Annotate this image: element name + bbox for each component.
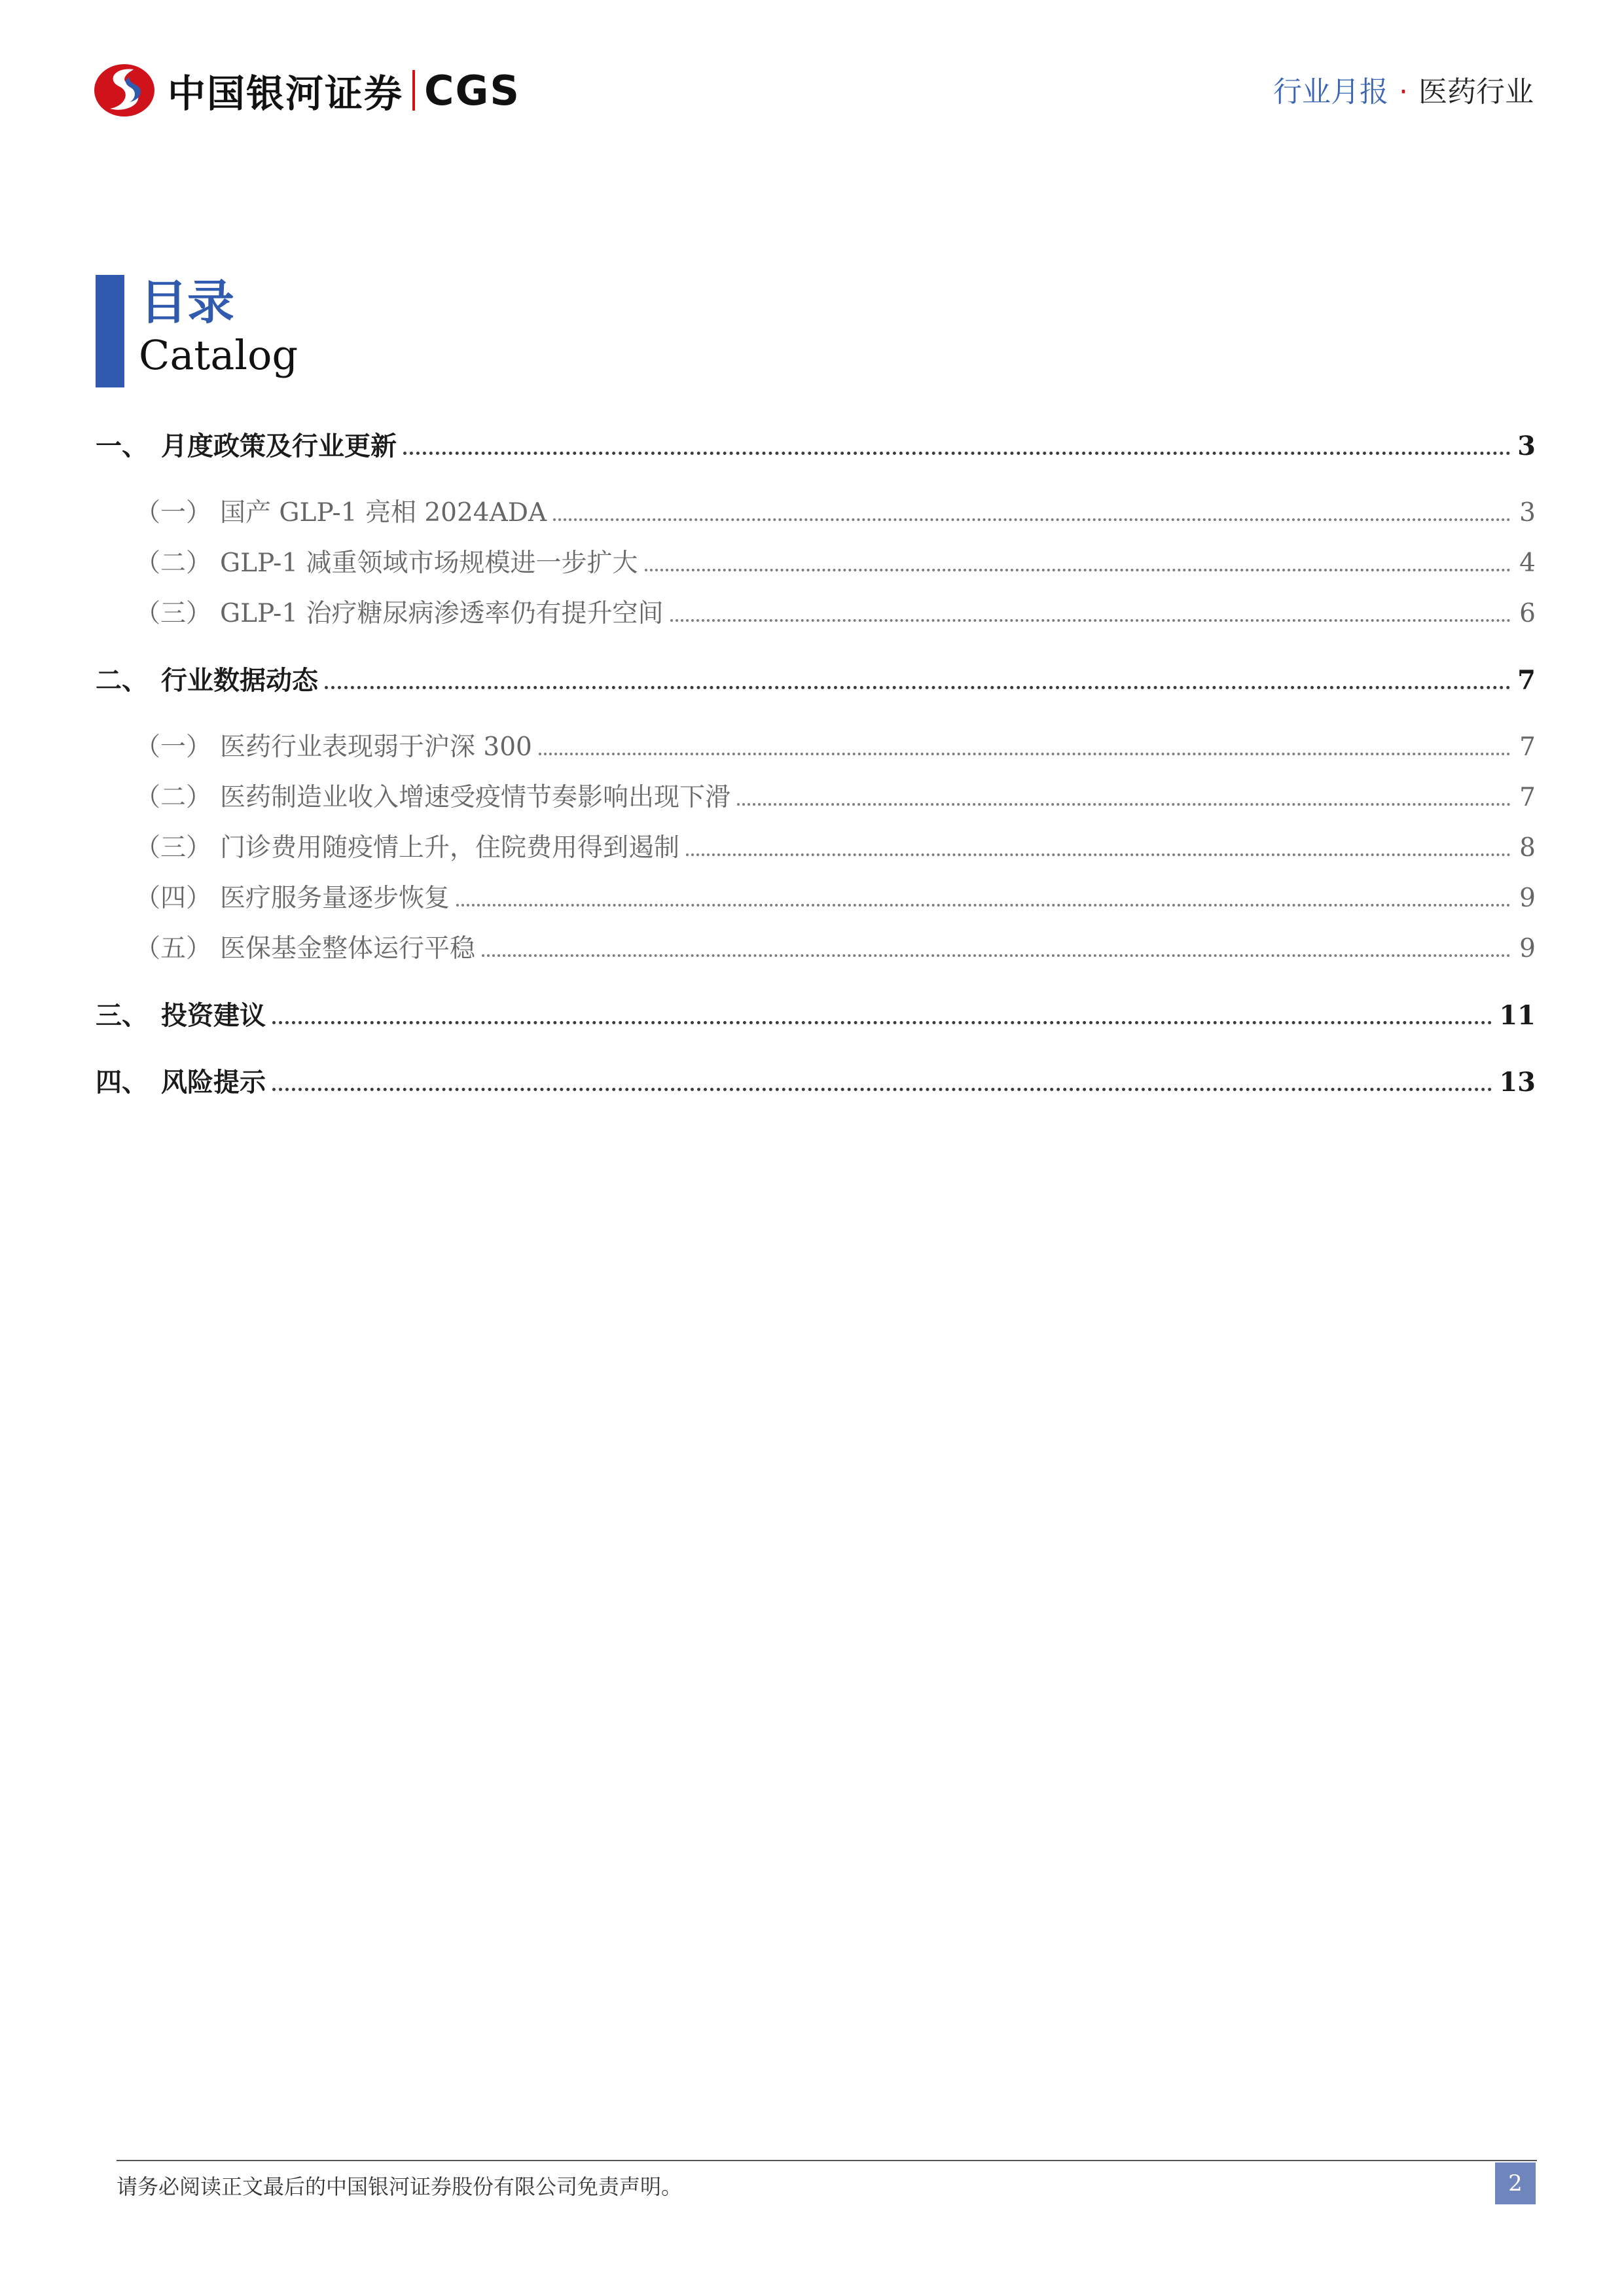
- toc-entry[interactable]: [96, 995, 1536, 1032]
- toc-entry-title: GLP-1 治疗糖尿病渗透率仍有提升空间: [220, 599, 664, 628]
- toc-entry-number: （五）: [135, 934, 212, 963]
- toc-leader-dots: [325, 686, 1511, 689]
- toc-entry-title: 国产 GLP-1 亮相 2024ADA: [220, 498, 547, 528]
- toc-entry-page: 4: [1519, 548, 1536, 578]
- toc-entry[interactable]: [96, 543, 1536, 579]
- toc-entry-number: （三）: [135, 833, 212, 863]
- toc-entry[interactable]: [96, 492, 1536, 529]
- toc-leader-dots: [645, 569, 1511, 571]
- footer-disclaimer: 请务必阅读正文最后的中国银河证券股份有限公司免责声明。: [117, 2174, 683, 2199]
- toc-entry-number: （四）: [135, 884, 212, 913]
- logo-company-name: 中国银河证券: [168, 71, 404, 116]
- toc-leader-dots: [272, 1021, 1492, 1024]
- toc-leader-dots: [272, 1088, 1492, 1091]
- toc-leader-dots: [539, 753, 1511, 755]
- company-logo: [92, 60, 520, 120]
- toc-entry-number: （二）: [135, 783, 212, 812]
- toc-entry-title: 行业数据动态: [161, 665, 318, 696]
- toc-leader-dots: [686, 853, 1511, 856]
- toc-leader-dots: [553, 518, 1511, 521]
- toc-entry[interactable]: [96, 928, 1536, 965]
- toc-entry-page: 3: [1517, 431, 1536, 461]
- toc-entry-page: 7: [1519, 783, 1536, 812]
- toc-leader-dots: [482, 954, 1511, 957]
- toc-leader-dots: [456, 904, 1511, 906]
- toc-entry-page: 3: [1519, 498, 1536, 528]
- toc-entry-number: 三、: [96, 1000, 148, 1031]
- toc-entry-page: 9: [1519, 884, 1536, 913]
- toc-entry[interactable]: [96, 777, 1536, 814]
- toc-leader-dots: [737, 803, 1511, 806]
- toc-leader-dots: [403, 452, 1511, 455]
- toc-entry-number: （二）: [135, 548, 212, 578]
- toc-entry-title: 医疗服务量逐步恢复: [220, 884, 450, 913]
- catalog-title-en: Catalog: [139, 331, 298, 379]
- toc-entry-title: 医保基金整体运行平稳: [220, 934, 476, 963]
- toc-entry-page: 6: [1519, 599, 1536, 628]
- toc-entry[interactable]: [96, 878, 1536, 914]
- toc-entry-title: 月度政策及行业更新: [161, 431, 397, 461]
- logo-abbrev: CGS: [424, 66, 521, 115]
- report-type: 行业月报: [1273, 75, 1388, 109]
- cgs-logo-icon: [92, 60, 157, 120]
- toc-entry-page: 13: [1499, 1067, 1536, 1098]
- toc-entry-page: 9: [1519, 934, 1536, 963]
- toc-entry-title: 投资建议: [161, 1000, 266, 1031]
- toc-entry[interactable]: [96, 726, 1536, 763]
- toc-leader-dots: [670, 619, 1511, 622]
- toc-entry-title: GLP-1 减重领域市场规模进一步扩大: [220, 548, 638, 578]
- toc-entry-page: 8: [1519, 833, 1536, 863]
- toc-entry-page: 7: [1517, 665, 1536, 696]
- toc-entry[interactable]: [96, 425, 1536, 463]
- report-category: [1273, 68, 1534, 110]
- page-number: 2: [1495, 2162, 1536, 2204]
- footer-divider: [117, 2160, 1537, 2161]
- toc-entry-title: 医药行业表现弱于沪深 300: [220, 732, 532, 762]
- catalog-title-cn: 目录: [140, 275, 235, 330]
- toc-entry-title: 医药制造业收入增速受疫情节奏影响出现下滑: [220, 783, 731, 812]
- catalog-accent-bar: [96, 275, 124, 387]
- toc-entry[interactable]: [96, 827, 1536, 864]
- toc-entry-number: 四、: [96, 1067, 148, 1098]
- toc-entry-number: （三）: [135, 599, 212, 628]
- toc-entry-number: 二、: [96, 665, 148, 696]
- logo-divider: [412, 70, 415, 111]
- toc-entry-title: 门诊费用随疫情上升，住院费用得到遏制: [220, 833, 680, 863]
- toc-entry[interactable]: [96, 660, 1536, 697]
- header-separator: ·: [1399, 75, 1408, 109]
- industry-name: 医药行业: [1418, 75, 1534, 109]
- toc-entry-number: （一）: [135, 732, 212, 762]
- toc-entry-number: （一）: [135, 498, 212, 528]
- toc-entry-number: 一、: [96, 431, 148, 461]
- toc-entry-page: 7: [1519, 732, 1536, 762]
- toc-entry[interactable]: [96, 593, 1536, 630]
- toc-entry-page: 11: [1499, 1000, 1536, 1031]
- toc-entry[interactable]: [96, 1062, 1536, 1099]
- toc-entry-title: 风险提示: [161, 1067, 266, 1098]
